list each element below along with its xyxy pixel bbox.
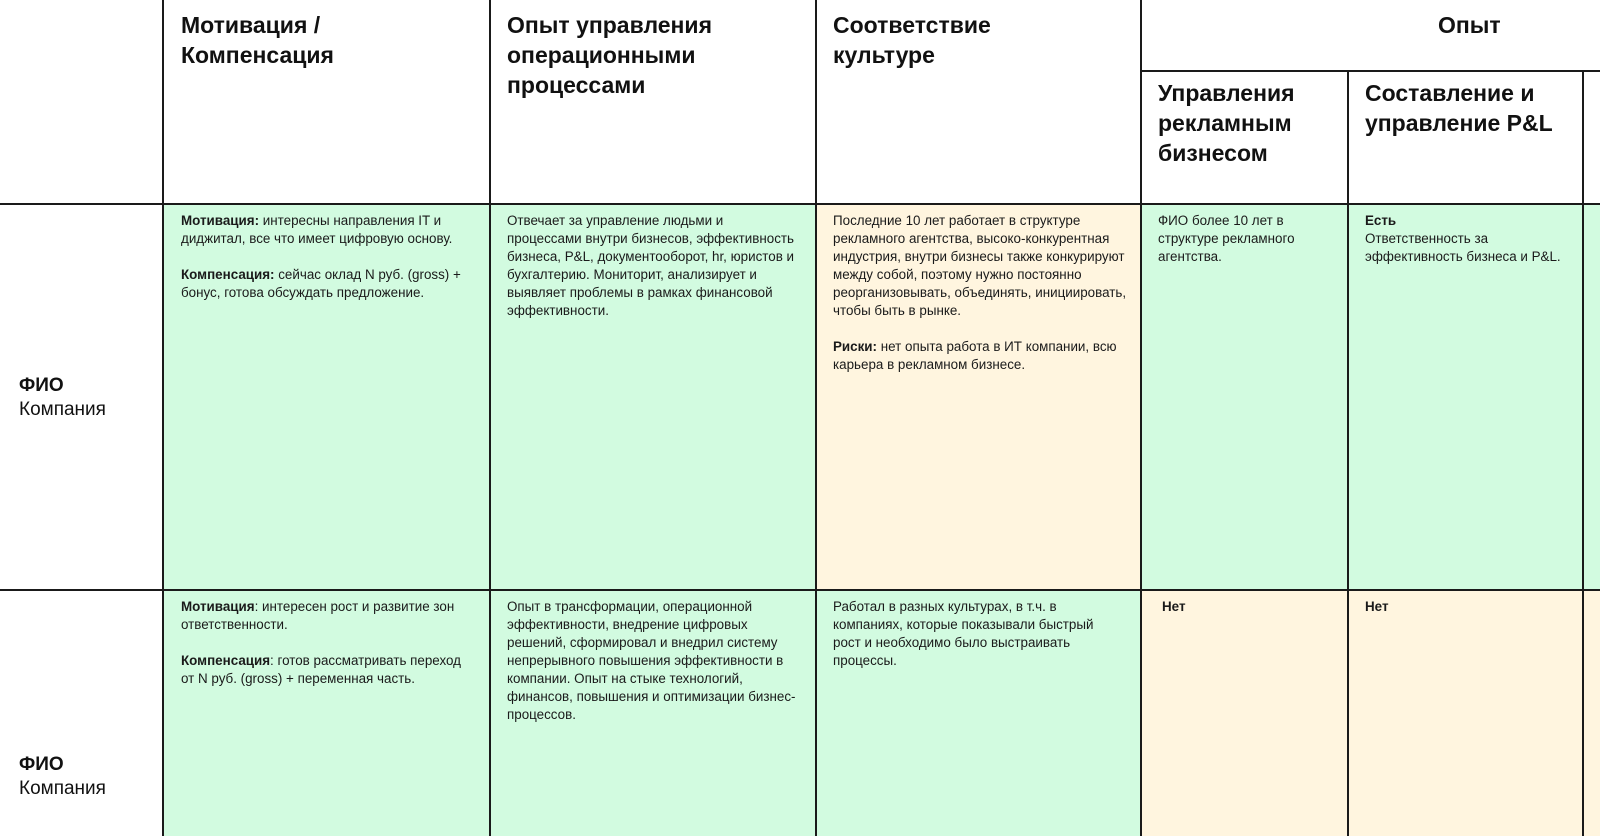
candidate-name: ФИО (19, 375, 64, 396)
candidate-name: ФИО (19, 754, 64, 775)
row2-adv-status: Нет (1162, 599, 1186, 614)
grid-line-v1 (162, 0, 164, 836)
candidate-company: Компания (19, 778, 106, 799)
pl-status: Есть (1365, 213, 1397, 228)
compensation-value: сейчас оклад N руб. (gross) + бонус, готова обсуждать предложение. (181, 267, 461, 300)
header-culture-fit: Соответствие культуре (833, 12, 991, 68)
compensation-label: Компенсация (181, 653, 271, 668)
motivation-value: интересны направления IT и диджитал, все что имеет цифровую основу. (181, 213, 453, 246)
row1-candidate-label (19, 374, 106, 422)
risks-label: Риски: (833, 339, 878, 354)
row1-motivation-text (181, 212, 471, 302)
grid-line-v5 (1347, 70, 1349, 836)
motivation-value: : интересен рост и развитие зон ответственности. (181, 599, 455, 632)
row1-pl-text (1365, 212, 1565, 266)
row1-adv-text: ФИО более 10 лет в структуре рекламного агентства. (1158, 213, 1295, 264)
row1-ops-text: Отвечает за управление людьми и процессами внутри бизнесов, эффективность бизнеса, P&L, документооборот, hr, юристов и бухгалтерию. Мониторит, анализирует и выявляет проблемы в рамках финансовой эффективности. (507, 213, 795, 318)
header-adv-business: Управления рекламным бизнесом (1158, 80, 1295, 166)
grid-line-v3 (815, 0, 817, 836)
grid-line-h-row1 (0, 589, 1600, 591)
compensation-label: Компенсация: (181, 267, 275, 282)
header-experience-group: Опыт (1438, 12, 1501, 38)
grid-line-v2 (489, 0, 491, 836)
row2-ops-text: Опыт в трансформации, операционной эффективности, внедрение цифровых решений, сформировал и внедрил систему непрерывного повышения эффективности в компании. Опыт на стыке технологий, финансов, повышения и оптимизации бизнес-процессов. (507, 599, 796, 722)
row2-pl-cell (1348, 591, 1582, 836)
grid-line-v4 (1140, 0, 1142, 836)
grid-line-h-experience (1140, 70, 1600, 72)
row1-next-cell (1584, 205, 1600, 589)
culture-value: Последние 10 лет работает в структуре рекламного агентства, высоко-конкурентная индустрия, внутри бизнесы также конкурируют между собой, поэтому нужно постоянно реорганизовывать, объединять, инициировать, чтобы быть в рынке. (833, 213, 1127, 318)
grid-line-v6 (1582, 70, 1584, 836)
row2-motivation-text (181, 598, 471, 688)
risks-value: нет опыта работа в ИТ компании, всю карьера в рекламном бизнесе. (833, 339, 1117, 372)
grid-line-h-header (0, 203, 1600, 205)
header-ops-experience: Опыт управления операционными процессами (507, 12, 712, 98)
motivation-label: Мотивация: (181, 213, 260, 228)
candidate-company: Компания (19, 399, 106, 420)
row2-adv-cell (1142, 591, 1348, 836)
row1-culture-text (833, 212, 1128, 374)
header-pl: Составление и управление P&L (1365, 80, 1553, 136)
pl-value: Ответственность за эффективность бизнеса и P&L. (1365, 231, 1561, 264)
row2-candidate-label (19, 753, 106, 801)
motivation-label: Мотивация (181, 599, 255, 614)
row2-culture-text: Работал в разных культурах, в т.ч. в компаниях, которые показывали быстрый рост и необходимо было выстраивать процессы. (833, 599, 1094, 668)
row2-next-cell (1584, 591, 1600, 836)
header-motivation: Мотивация / Компенсация (181, 12, 334, 68)
compensation-value: : готов рассматривать переход от N руб. (gross) + переменная часть. (181, 653, 461, 686)
row2-pl-status: Нет (1365, 599, 1389, 614)
